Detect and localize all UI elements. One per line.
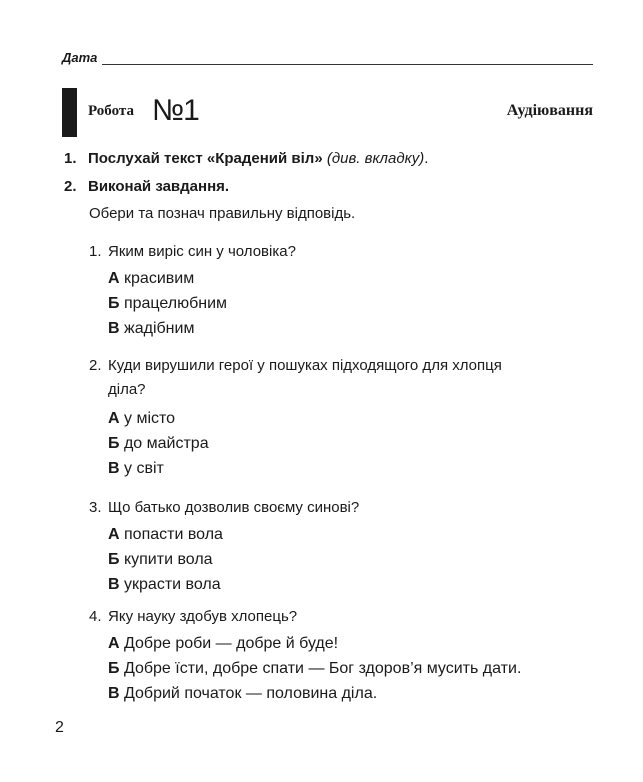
task-1 (64, 150, 428, 167)
question-text: Що батько дозволив своєму синові? (108, 499, 360, 516)
option-text: Добре роби — добре й буде! (124, 635, 339, 652)
option-letter: В (108, 685, 120, 702)
option-c[interactable] (89, 681, 521, 706)
option-letter: А (108, 526, 120, 543)
date-field (62, 50, 593, 70)
option-text: у місто (124, 410, 176, 427)
option-text: красивим (124, 270, 195, 287)
option-letter: В (108, 460, 120, 477)
option-text: у світ (124, 460, 164, 477)
date-label: Дата (62, 50, 98, 65)
instruction: Обери та познач правильну відповідь. (89, 205, 356, 222)
date-line[interactable] (102, 64, 593, 65)
option-c[interactable] (89, 316, 296, 341)
task-text: Послухай текст «Крадений віл» (88, 150, 323, 167)
option-letter: Б (108, 435, 120, 452)
option-letter: А (108, 635, 120, 652)
question-number: 1. (89, 243, 102, 260)
option-letter: Б (108, 295, 120, 312)
page-number: 2 (55, 719, 64, 736)
option-text: жадібним (124, 320, 195, 337)
task-text: Виконай завдання. (88, 178, 230, 195)
option-text: купити вола (123, 551, 213, 568)
option-text: до майстра (123, 435, 209, 452)
option-c[interactable] (89, 572, 359, 597)
task-note: (див. вкладку) (322, 150, 425, 167)
option-a[interactable] (89, 406, 502, 431)
task-2 (64, 178, 229, 195)
option-letter: В (108, 576, 120, 593)
question-number: 2. (89, 357, 102, 374)
option-text: украсти вола (124, 576, 221, 593)
option-a[interactable] (89, 266, 296, 291)
option-b[interactable] (89, 431, 502, 456)
question-text-row (89, 496, 359, 520)
question-number: 3. (89, 499, 102, 516)
option-letter: А (108, 270, 120, 287)
option-text: Добрий початок — половина діла. (124, 685, 378, 702)
option-a[interactable] (89, 631, 521, 656)
question-number: 4. (89, 608, 102, 625)
option-letter: Б (108, 551, 120, 568)
question-text-row (89, 605, 521, 629)
question-text: Яку науку здобув хлопець? (108, 608, 298, 625)
question-2 (89, 354, 502, 481)
section-title: Аудіювання (506, 102, 593, 119)
question-text: Куди вирушили герої у пошуках підходящого для хлопця (108, 357, 502, 374)
option-letter: В (108, 320, 120, 337)
option-text: Добре їсти, добре спати — Бог здоров’я мусить дати. (123, 660, 522, 677)
question-text-cont: діла? (108, 381, 146, 398)
option-text: попасти вола (124, 526, 223, 543)
option-b[interactable] (89, 547, 359, 572)
question-1 (89, 240, 296, 341)
task-number: 1. (64, 150, 77, 167)
option-text: працелюбним (123, 295, 228, 312)
option-letter: А (108, 410, 120, 427)
work-label: Робота (88, 103, 134, 119)
option-letter: Б (108, 660, 120, 677)
option-c[interactable] (89, 456, 502, 481)
work-number: №1 (152, 94, 199, 127)
task-tail: . (424, 150, 429, 167)
question-3 (89, 496, 359, 597)
question-4 (89, 605, 521, 706)
option-b[interactable] (89, 291, 296, 316)
option-a[interactable] (89, 522, 359, 547)
work-header (62, 88, 593, 137)
question-text: Яким виріс син у чоловіка? (108, 243, 296, 260)
task-number: 2. (64, 178, 77, 195)
option-b[interactable] (89, 656, 521, 681)
question-text-row (89, 354, 502, 378)
header-bar (62, 88, 77, 137)
question-text-row (89, 240, 296, 264)
